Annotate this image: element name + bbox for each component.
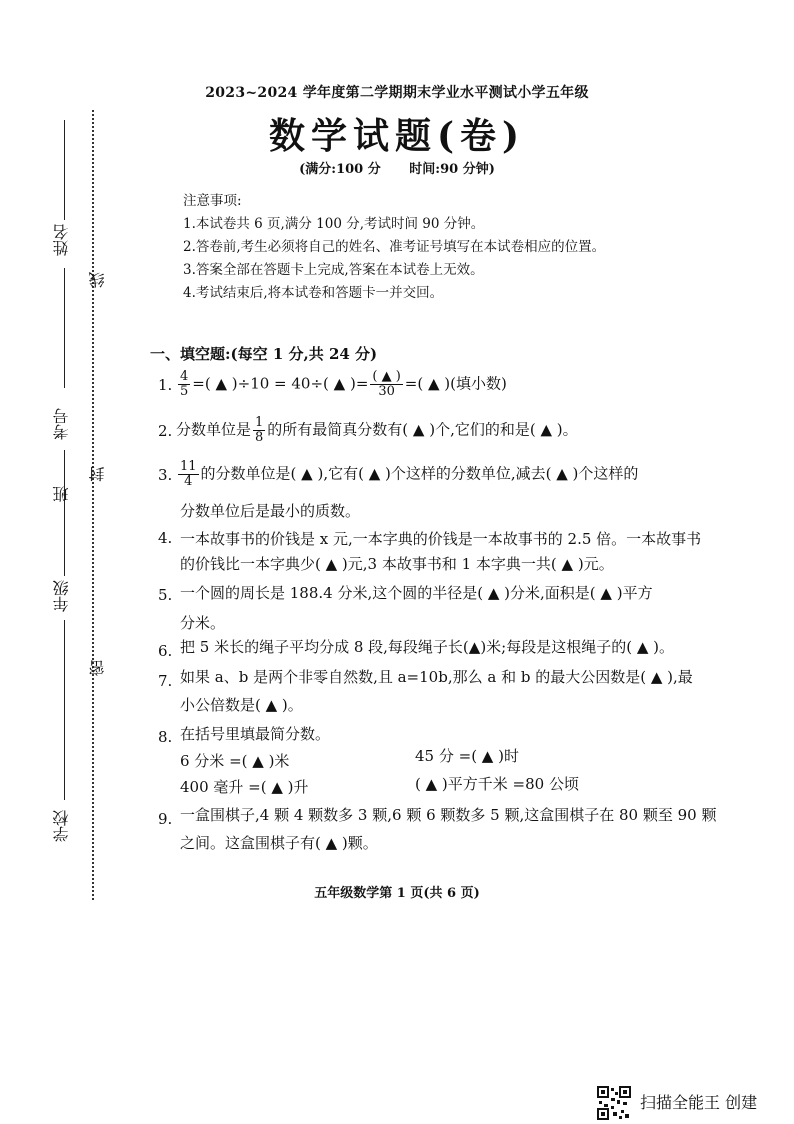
q2-text: 分数单位是 $\frac{1}{8}$ 的所有最简真分数有( ▲ )个,它们的和是( ▲ )。: [176, 415, 578, 445]
exam-no-label: 考号: [52, 408, 71, 440]
exam-no-underline: [64, 268, 65, 388]
school-label: 学校: [52, 810, 71, 842]
school-underline: [64, 620, 65, 800]
q1-number: 1.: [158, 376, 173, 394]
binding-dotted-line: [92, 110, 94, 900]
class-label: 班: [52, 486, 71, 502]
q2-number: 2.: [158, 422, 173, 440]
full-score: (满分:100 分: [299, 162, 381, 177]
notes-item: 1.本试卷共 6 页,满分 100 分,考试时间 90 分钟。: [183, 216, 485, 232]
q2-fraction: $\frac{1}{8}$: [255, 415, 264, 445]
q4-line-1: 一本故事书的价钱是 x 元,一本字典的价钱是一本故事书的 2.5 倍。一本故事书: [180, 530, 702, 548]
secret-char: 密: [88, 660, 107, 676]
notes-item: 3.答案全部在答题卡上完成,答案在本试卷上无效。: [183, 262, 484, 278]
exam-title: 数学试题(卷): [268, 115, 526, 157]
scanner-watermark: 扫描全能王 创建: [640, 1093, 758, 1112]
q7-line-1: 如果 a、b 是两个非零自然数,且 a=10b,那么 a 和 b 的最大公因数是( ▲ ),最: [180, 668, 693, 686]
exam-subtitle: 2023~2024 学年度第二学期期末学业水平测试小学五年级: [205, 85, 589, 101]
q1-fraction-2: $\frac{( ▲ )}{30}$: [372, 369, 401, 399]
page-footer: 五年级数学第 1 页(共 6 页): [314, 886, 480, 901]
notes-item: 2.答卷前,考生必须将自己的姓名、准考证号填写在本试卷相应的位置。: [183, 239, 606, 255]
q8-item-a: 6 分米 =( ▲ )米: [180, 752, 290, 770]
q3-line-1: $\frac{11}{4}$ 的分数单位是( ▲ ),它有( ▲ )个这样的分数单位,减去( ▲ )个这样的: [180, 459, 639, 489]
name-label: 姓名: [52, 224, 71, 256]
notes-item: 4.考试结束后,将本试卷和答题卡一并交回。: [183, 285, 444, 301]
q8-line-1: 在括号里填最简分数。: [180, 725, 331, 743]
q9-line-2: 之间。这盒围棋子有( ▲ )颗。: [180, 834, 378, 852]
q4-line-2: 的价钱比一本字典少( ▲ )元,3 本故事书和 1 本字典一共( ▲ )元。: [180, 555, 614, 573]
q5-line-2: 分米。: [180, 614, 226, 632]
q9-number: 9.: [158, 810, 173, 828]
q6-number: 6.: [158, 642, 173, 660]
section-heading: 一、填空题:(每空 1 分,共 24 分): [150, 345, 378, 363]
notes-block: [183, 190, 605, 305]
exam-time: 时间:90 分钟): [409, 162, 495, 177]
q1-fraction-1: $\frac{4}{5}$: [180, 369, 189, 399]
qr-code-icon: [597, 1086, 631, 1120]
class-underline: [64, 512, 65, 576]
line-char: 线: [88, 272, 107, 288]
q3-line-2: 分数单位后是最小的质数。: [180, 502, 361, 520]
q4-number: 4.: [158, 529, 173, 547]
q3-number: 3.: [158, 466, 173, 484]
q3-fraction: $\frac{11}{4}$: [180, 459, 197, 489]
q8-number: 8.: [158, 728, 173, 746]
q8-item-d: ( ▲ )平方千米 =80 公顷: [415, 775, 579, 793]
class-underline-top: [64, 450, 65, 520]
q9-line-1: 一盒围棋子,4 颗 4 颗数多 3 颗,6 颗 6 颗数多 5 颗,这盒围棋子在 80 颗至 90 颗: [180, 806, 717, 824]
seal-char: 封: [88, 466, 107, 482]
notes-title: 注意事项:: [183, 193, 242, 209]
q8-item-c: 400 毫升 =( ▲ )升: [180, 778, 309, 796]
q5-number: 5.: [158, 586, 173, 604]
q7-line-2: 小公倍数是( ▲ )。: [180, 696, 303, 714]
q5-line-1: 一个圆的周长是 188.4 分米,这个圆的半径是( ▲ )分米,面积是( ▲ )平方: [180, 584, 653, 602]
exam-meta: [0, 158, 794, 177]
q1-text: $\frac{4}{5}$ =( ▲ )÷10 = 40÷( ▲ )= $\frac{( ▲ )}{30}$ =( ▲ )(填小数): [180, 369, 507, 399]
q6-line-1: 把 5 米长的绳子平均分成 8 段,每段绳子长(▲)米;每段是这根绳子的( ▲ )。: [180, 638, 674, 656]
q7-number: 7.: [158, 672, 173, 690]
q8-item-b: 45 分 =( ▲ )时: [415, 747, 519, 765]
grade-label: 年级: [52, 580, 71, 612]
